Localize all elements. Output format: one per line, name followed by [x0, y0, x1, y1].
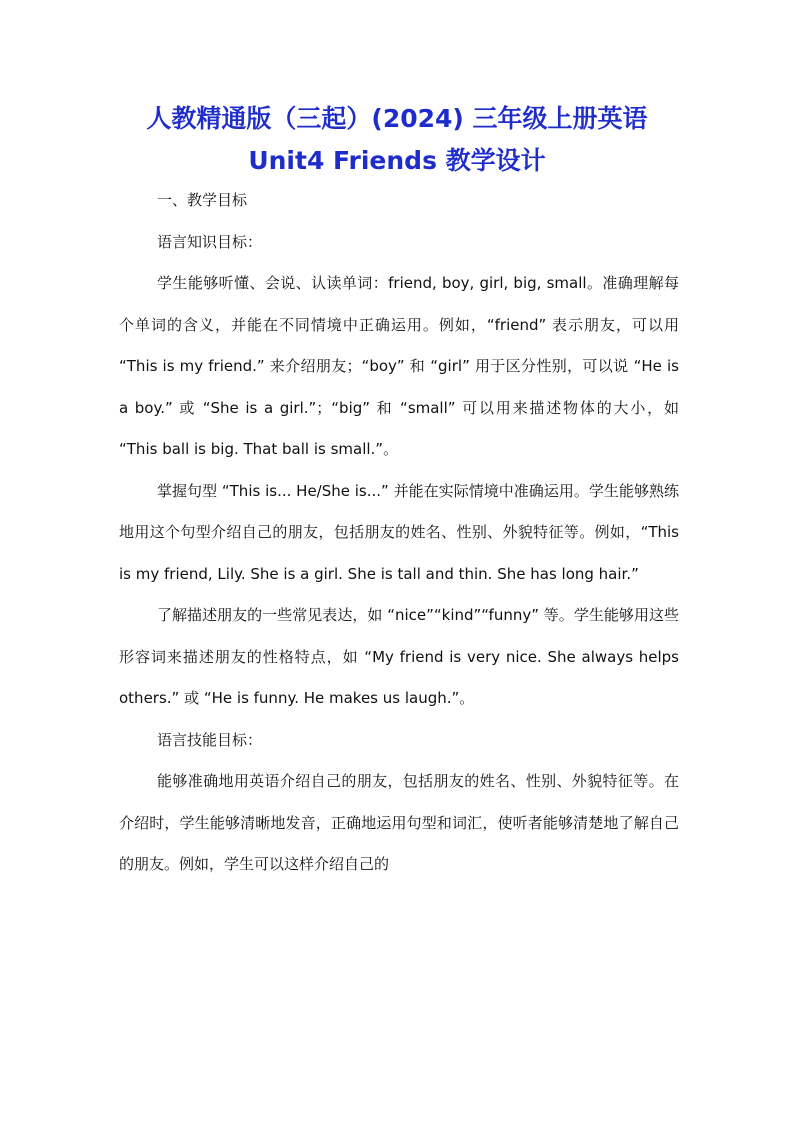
document-body	[119, 180, 679, 886]
paragraph-sentence-pattern: 掌握句型 “This is... He/She is...” 并能在实际情境中准确运用。学生能够熟练地用这个句型介绍自己的朋友，包括朋友的姓名、性别、外貌特征等。例如，“This is my friend, Lily. She is a girl. She is tall and thin. She has long hair.”	[119, 481, 679, 583]
subheading-language-knowledge: 语言知识目标：	[157, 232, 263, 251]
subheading-language-skills: 语言技能目标：	[157, 730, 263, 749]
paragraph-introduce-friend: 能够准确地用英语介绍自己的朋友，包括朋友的姓名、性别、外貌特征等。在介绍时，学生能够清晰地发音，正确地运用句型和词汇，使听者能够清楚地了解自己的朋友。例如，学生可以这样介绍自己的	[119, 772, 679, 873]
section-heading-teaching-goals: 一、教学目标	[157, 191, 248, 209]
document-title-line-2: Unit4 Friends 教学设计	[248, 146, 546, 175]
document-title-line-1: 人教精通版（三起）(2024) 三年级上册英语	[146, 104, 648, 133]
paragraph-vocabulary: 学生能够听懂、会说、认读单词：friend, boy, girl, big, small。准确理解每个单词的含义，并能在不同情境中正确运用。例如，“friend” 表示朋友，可以用 “This is my friend.” 来介绍朋友；“boy” 和 “girl” 用于区分性别，可以说 “He is a boy.” 或 “She is a girl.”；“big” 和 “small” 可以用来描述物体的大小，如 “This ball is big. That ball is small.”。	[119, 274, 679, 458]
paragraph-expressions: 了解描述朋友的一些常见表达，如 “nice”“kind”“funny” 等。学生能够用这些形容词来描述朋友的性格特点，如 “My friend is very nice. She always helps others.” 或 “He is funny. He makes us laugh.”。	[119, 606, 679, 707]
